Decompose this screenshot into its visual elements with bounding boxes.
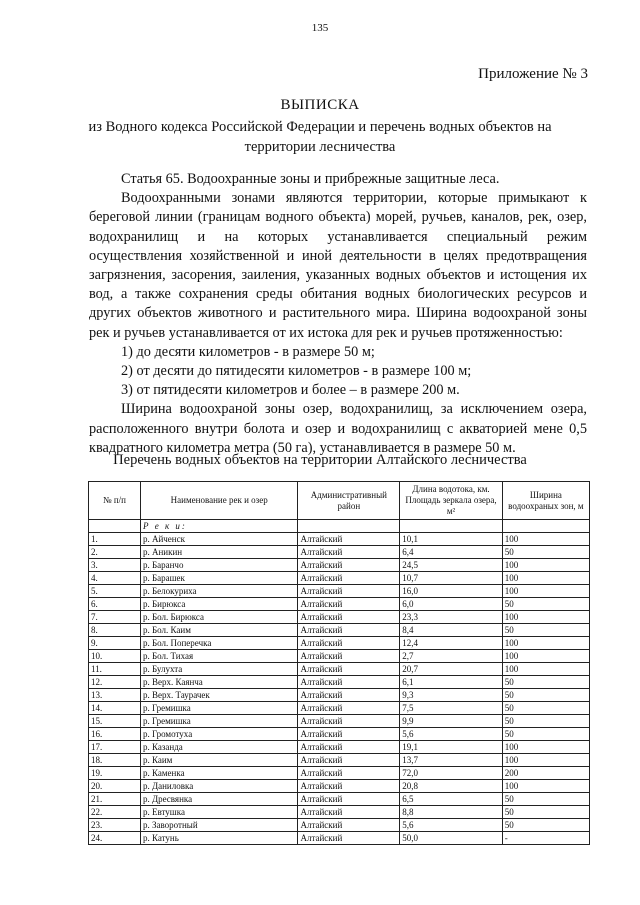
district: Алтайский <box>298 715 400 728</box>
row-number: 24. <box>89 832 141 845</box>
row-number: 5. <box>89 585 141 598</box>
district: Алтайский <box>298 793 400 806</box>
document-title: ВЫПИСКА <box>280 97 360 113</box>
zone-width: 100 <box>502 741 589 754</box>
table-row <box>89 650 590 663</box>
row-number: 14. <box>89 702 141 715</box>
river-name: р. Бол. Поперечка <box>140 637 298 650</box>
river-name: р. Бол. Бирюкса <box>140 611 298 624</box>
river-name: р. Бол. Каим <box>140 624 298 637</box>
table-row <box>89 572 590 585</box>
header-length: Длина водотока, км. Площадь зеркала озера, м² <box>400 482 503 520</box>
zone-width: 100 <box>502 533 589 546</box>
length: 72,0 <box>400 767 503 780</box>
river-name: р. Аникин <box>140 546 298 559</box>
length: 19,1 <box>400 741 503 754</box>
river-name: р. Евтушка <box>140 806 298 819</box>
zone-width: 100 <box>502 663 589 676</box>
length: 6,0 <box>400 598 503 611</box>
table-row <box>89 533 590 546</box>
zone-width: - <box>502 832 589 845</box>
river-name: р. Баранчо <box>140 559 298 572</box>
district: Алтайский <box>298 676 400 689</box>
length: 5,6 <box>400 728 503 741</box>
document-subtitle: из Водного кодекса Российской Федерации и перечень водных объектов на территории лесничества <box>88 119 552 155</box>
table-row <box>89 819 590 832</box>
length: 13,7 <box>400 754 503 767</box>
length: 9,9 <box>400 715 503 728</box>
row-number: 6. <box>89 598 141 611</box>
zone-width: 50 <box>502 546 589 559</box>
length: 6,1 <box>400 676 503 689</box>
length: 12,4 <box>400 637 503 650</box>
length: 6,5 <box>400 793 503 806</box>
table-row <box>89 806 590 819</box>
table-row <box>89 663 590 676</box>
water-objects-table <box>88 481 590 845</box>
zone-width: 50 <box>502 702 589 715</box>
table-row <box>89 832 590 845</box>
length: 8,8 <box>400 806 503 819</box>
row-number: 18. <box>89 754 141 767</box>
river-name: р. Гремишка <box>140 702 298 715</box>
table-row <box>89 780 590 793</box>
row-number: 11. <box>89 663 141 676</box>
zone-width: 50 <box>502 793 589 806</box>
row-number: 19. <box>89 767 141 780</box>
district: Алтайский <box>298 689 400 702</box>
district: Алтайский <box>298 559 400 572</box>
table-row <box>89 754 590 767</box>
table-cell <box>400 520 503 533</box>
table-title: Перечень водных объектов на территории Алтайского лесничества <box>113 452 527 468</box>
table-cell <box>298 520 400 533</box>
district: Алтайский <box>298 702 400 715</box>
river-name: р. Каим <box>140 754 298 767</box>
zone-width: 100 <box>502 637 589 650</box>
header-num: № п/п <box>89 482 141 520</box>
row-number: 23. <box>89 819 141 832</box>
district: Алтайский <box>298 611 400 624</box>
district: Алтайский <box>298 728 400 741</box>
appendix-label: Приложение № 3 <box>478 66 588 82</box>
paragraph-water-zones: Водоохранными зонами являются территории, которые примыкают к береговой линии (границам водного объекта) морей, ручьев, каналов, рек, озер, водохранилищ и на которых устанавливается специальный режим осуществления хозяйственной и иной деятельности в целях предотвращения загрязнения, засорения, заиления, указанных водных объектов и истощения их вод, а также сохранения среды обитания водных биологических ресурсов и других объектов животного и растительного мира. Ширина водоохраной зоны рек и ручьев устанавливается от их истока для рек и ручьев протяженностью: <box>89 190 587 341</box>
length: 10,1 <box>400 533 503 546</box>
length: 7,5 <box>400 702 503 715</box>
length: 50,0 <box>400 832 503 845</box>
length: 9,3 <box>400 689 503 702</box>
district: Алтайский <box>298 533 400 546</box>
zone-width: 50 <box>502 728 589 741</box>
district: Алтайский <box>298 819 400 832</box>
row-number: 17. <box>89 741 141 754</box>
district: Алтайский <box>298 546 400 559</box>
table-row <box>89 728 590 741</box>
table-cell <box>89 520 141 533</box>
river-name: р. Бирюкса <box>140 598 298 611</box>
district: Алтайский <box>298 598 400 611</box>
row-number: 8. <box>89 624 141 637</box>
header-name: Наименование рек и озер <box>140 482 298 520</box>
zone-width: 50 <box>502 676 589 689</box>
district: Алтайский <box>298 663 400 676</box>
length: 10,7 <box>400 572 503 585</box>
table-row <box>89 624 590 637</box>
district: Алтайский <box>298 624 400 637</box>
table-row <box>89 676 590 689</box>
list-item: 3) от пятидесяти километров и более – в размере 200 м. <box>121 382 460 399</box>
row-number: 4. <box>89 572 141 585</box>
row-number: 1. <box>89 533 141 546</box>
zone-width: 50 <box>502 715 589 728</box>
river-name: р. Белокуриха <box>140 585 298 598</box>
district: Алтайский <box>298 754 400 767</box>
river-name: р. Айченск <box>140 533 298 546</box>
zone-width: 200 <box>502 767 589 780</box>
table-row <box>89 637 590 650</box>
table-row <box>89 598 590 611</box>
river-name: р. Заворотный <box>140 819 298 832</box>
river-name: р. Даниловка <box>140 780 298 793</box>
river-name: р. Барашек <box>140 572 298 585</box>
table-cell <box>502 520 589 533</box>
table-row <box>89 767 590 780</box>
zone-width: 100 <box>502 572 589 585</box>
district: Алтайский <box>298 806 400 819</box>
length: 20,7 <box>400 663 503 676</box>
table-row <box>89 793 590 806</box>
row-number: 7. <box>89 611 141 624</box>
table-row <box>89 741 590 754</box>
header-district: Административный район <box>298 482 400 520</box>
district: Алтайский <box>298 572 400 585</box>
row-number: 9. <box>89 637 141 650</box>
row-number: 15. <box>89 715 141 728</box>
header-zone: Ширина водоохраных зон, м <box>502 482 589 520</box>
river-name: р. Гремишка <box>140 715 298 728</box>
row-number: 10. <box>89 650 141 663</box>
table-row <box>89 585 590 598</box>
table-row <box>89 689 590 702</box>
row-number: 12. <box>89 676 141 689</box>
length: 20,8 <box>400 780 503 793</box>
river-name: р. Каменка <box>140 767 298 780</box>
river-name: р. Громотуха <box>140 728 298 741</box>
length: 2,7 <box>400 650 503 663</box>
district: Алтайский <box>298 780 400 793</box>
section-row <box>89 520 590 533</box>
row-number: 21. <box>89 793 141 806</box>
river-name: р. Бол. Тихая <box>140 650 298 663</box>
district: Алтайский <box>298 767 400 780</box>
river-name: р. Булухта <box>140 663 298 676</box>
row-number: 3. <box>89 559 141 572</box>
zone-width: 50 <box>502 598 589 611</box>
zone-width: 100 <box>502 559 589 572</box>
river-name: р. Катунь <box>140 832 298 845</box>
table-row <box>89 611 590 624</box>
document-body <box>89 170 587 458</box>
river-name: р. Верх. Каянча <box>140 676 298 689</box>
row-number: 22. <box>89 806 141 819</box>
zone-width: 100 <box>502 754 589 767</box>
table-row <box>89 546 590 559</box>
page-number: 135 <box>311 22 329 34</box>
row-number: 13. <box>89 689 141 702</box>
zone-width: 50 <box>502 624 589 637</box>
length: 24,5 <box>400 559 503 572</box>
district: Алтайский <box>298 832 400 845</box>
section-label: Р е к и: <box>140 520 298 533</box>
list-item: 2) от десяти до пятидесяти километров - в размере 100 м; <box>121 363 472 380</box>
zone-width: 100 <box>502 585 589 598</box>
zone-width: 50 <box>502 689 589 702</box>
zone-width: 50 <box>502 819 589 832</box>
article-heading: Статья 65. Водоохранные зоны и прибрежные защитные леса. <box>121 171 500 187</box>
district: Алтайский <box>298 637 400 650</box>
length: 16,0 <box>400 585 503 598</box>
river-name: р. Казанда <box>140 741 298 754</box>
table-row <box>89 559 590 572</box>
length: 8,4 <box>400 624 503 637</box>
district: Алтайский <box>298 585 400 598</box>
length: 5,6 <box>400 819 503 832</box>
length: 6,4 <box>400 546 503 559</box>
zone-width: 100 <box>502 650 589 663</box>
zone-width: 50 <box>502 806 589 819</box>
row-number: 2. <box>89 546 141 559</box>
zone-width: 100 <box>502 611 589 624</box>
list-item: 1) до десяти километров - в размере 50 м; <box>121 343 375 360</box>
district: Алтайский <box>298 741 400 754</box>
paragraph-lakes: Ширина водоохраной зоны озер, водохранилищ, за исключением озера, расположенного внутри болота и озер и водохранилищ с акваторией мене 0,5 квадратного километра метра (50 га), устанавливается в размере 50 м. <box>89 401 587 456</box>
row-number: 16. <box>89 728 141 741</box>
zone-width: 100 <box>502 780 589 793</box>
row-number: 20. <box>89 780 141 793</box>
river-name: р. Дресвянка <box>140 793 298 806</box>
length: 23,3 <box>400 611 503 624</box>
river-name: р. Верх. Таурачек <box>140 689 298 702</box>
district: Алтайский <box>298 650 400 663</box>
table-row <box>89 702 590 715</box>
table-header-row <box>89 482 590 520</box>
table-row <box>89 715 590 728</box>
